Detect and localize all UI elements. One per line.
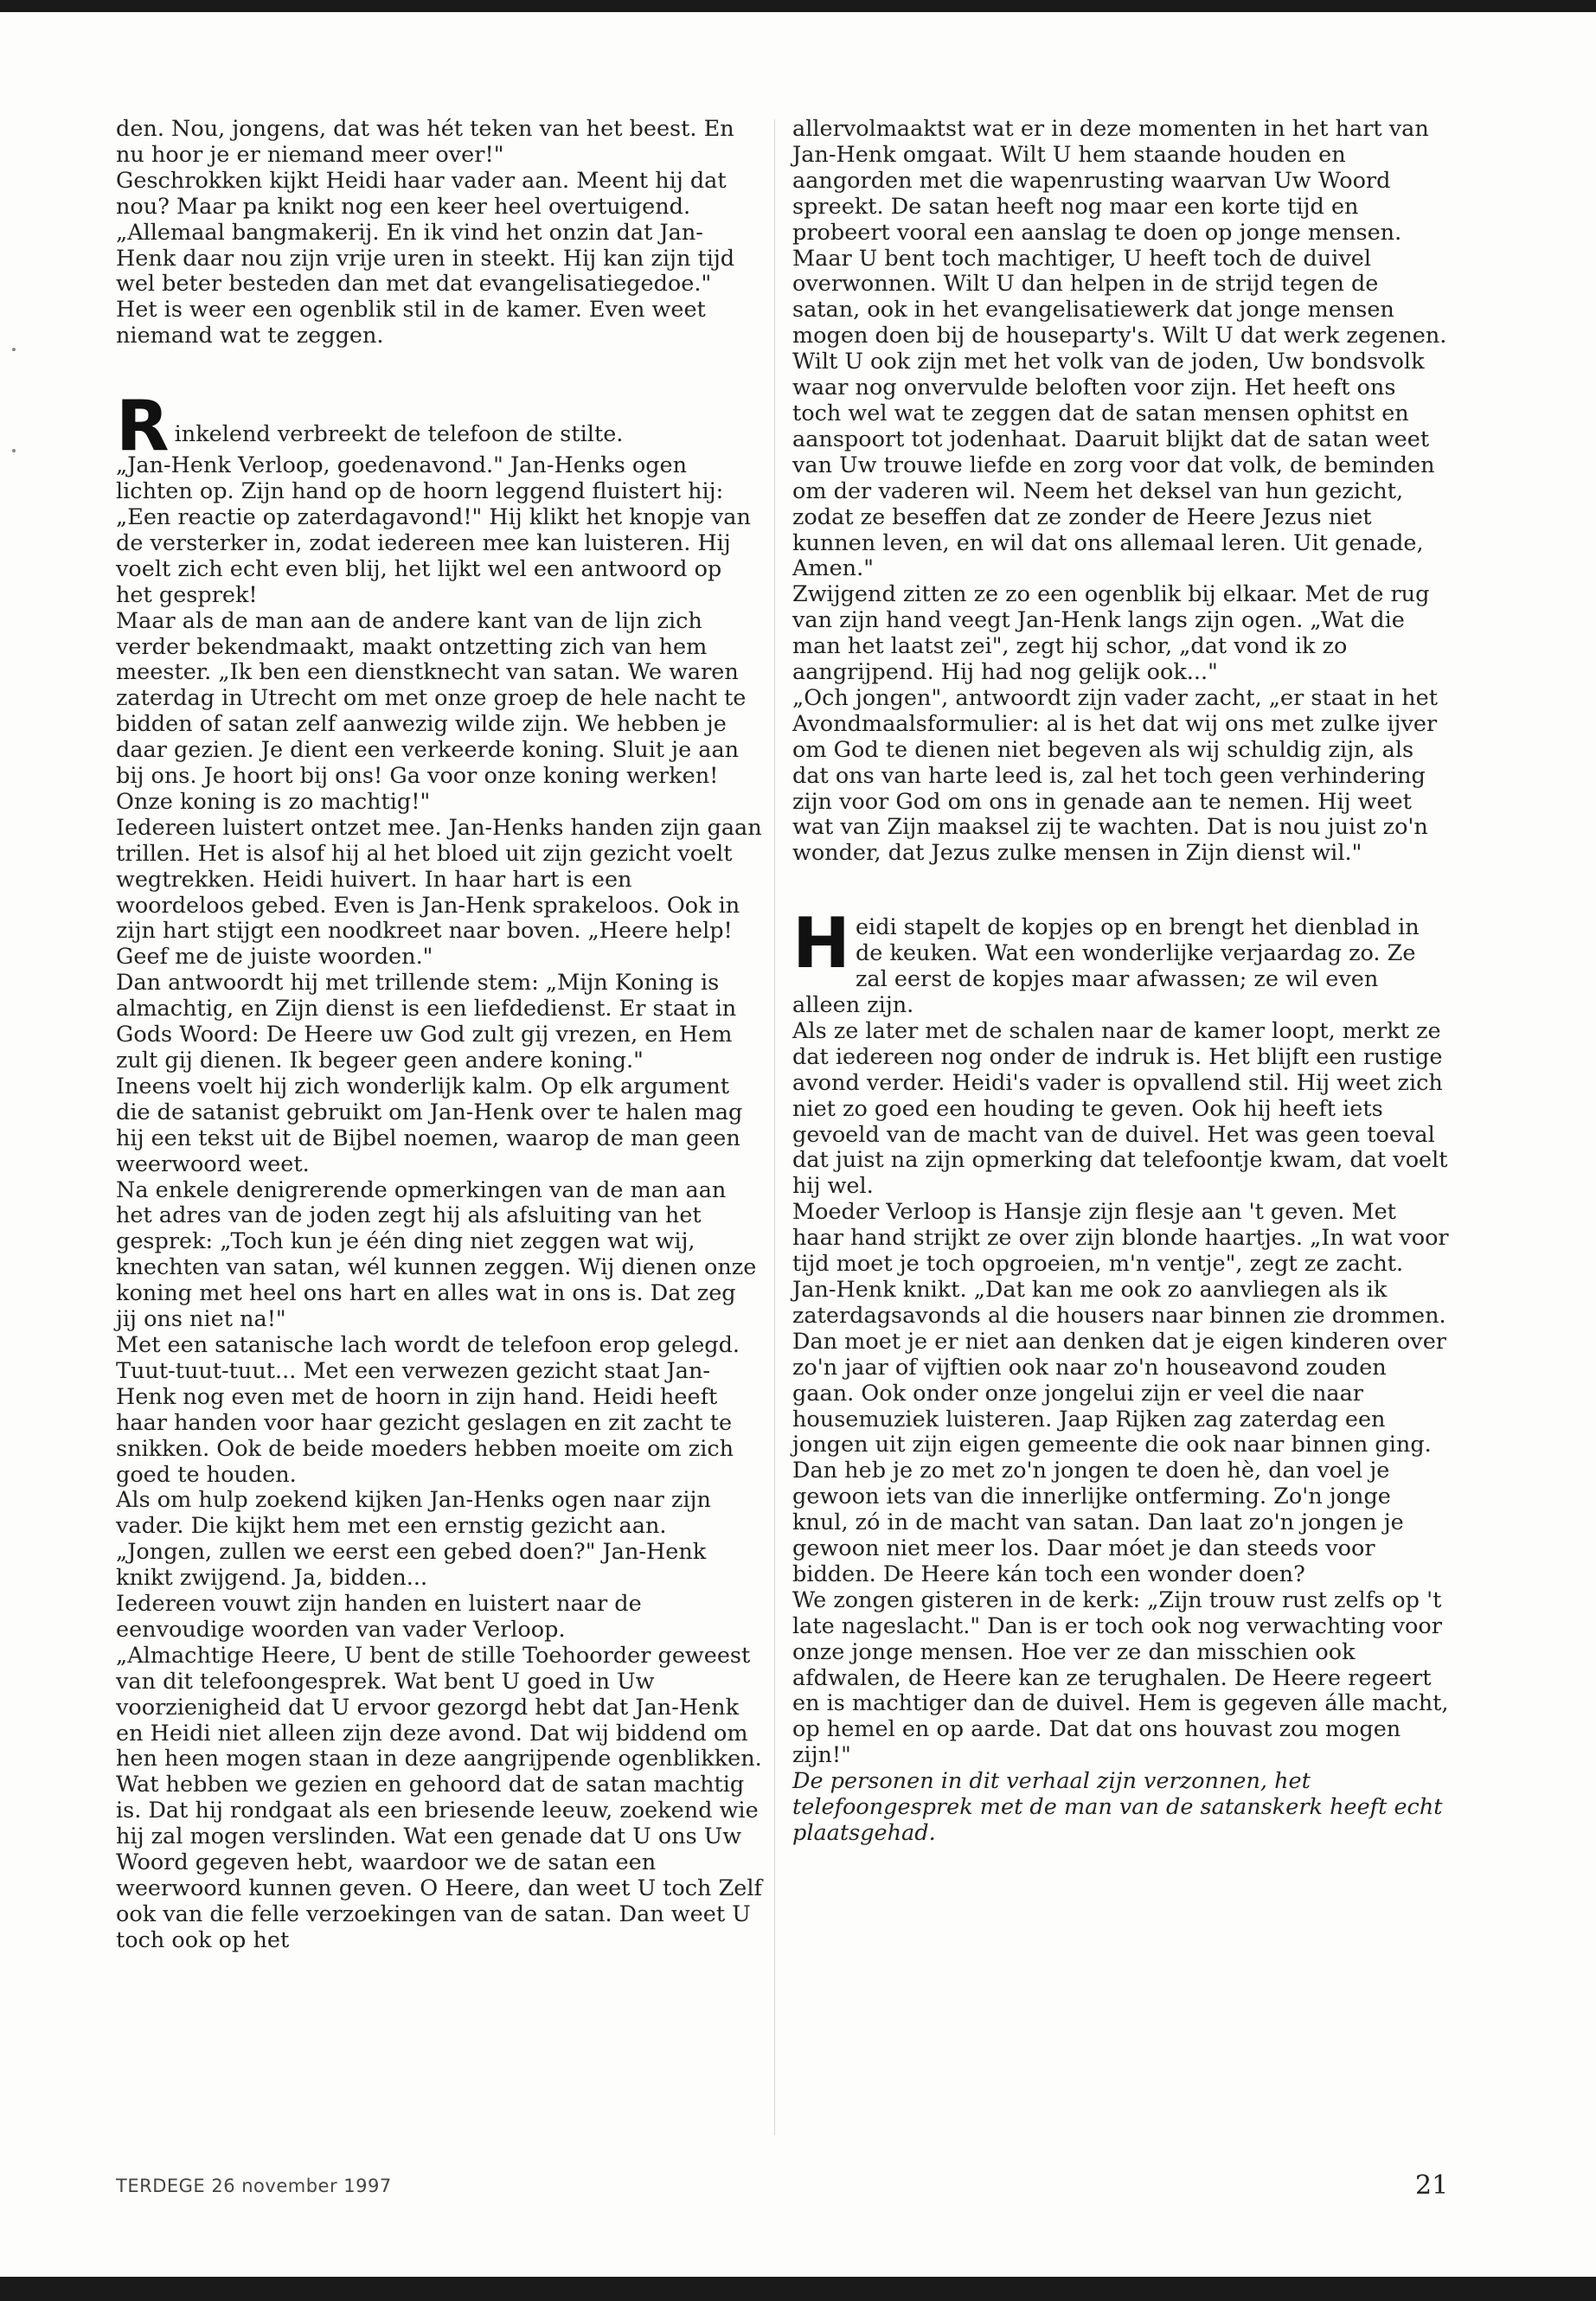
right-column: [792, 117, 1450, 1847]
section-first-paragraph: [116, 386, 762, 467]
right-intro: [792, 117, 1450, 867]
left-intro: [116, 117, 762, 349]
paragraph: Het is weer een ogenblik stil in de kamer. Even weet niemand wat te zeggen.: [116, 297, 706, 349]
paragraph: Dan antwoordt hij met trillende stem: „Mijn Koning is almachtig, en Zijn dienst is een liefdedienst. Er staat in Gods Woord: De Heere uw God zult gij vrezen, en Hem zult gij dienen. Ik begeer geen andere koning.": [116, 970, 737, 1074]
paragraph: Wilt U ook zijn met het volk van de joden, Uw bondsvolk waar nog onvervulde beloften voor zijn. Het heeft ons toch wel wat te zeggen dat de satan mensen ophitst en aanspoort tot jodenhaat. Daaruit blijkt dat de satan weet van Uw trouwe liefde en zorg voor dat volk, de beminden om der vaderen wil. Neem het deksel van hun gezicht, zodat ze beseffen dat ze zonder de Heere Jezus niet kunnen leven, en wil dat ons allemaal leren. Uit genade, Amen.": [792, 349, 1435, 582]
section-heidi: [792, 903, 1450, 1769]
paragraph: Zwijgend zitten ze zo een ogenblik bij elkaar. Met de rug van zijn hand veegt Jan-Henk langs zijn ogen. „Wat die man het laatst zei", zegt hij schor, „dat vond ik zo aangrijpend. Hij had nog gelijk ook...": [792, 581, 1430, 686]
paragraph: Geschrokken kijkt Heidi haar vader aan. Meent hij dat nou? Maar pa knikt nog een keer heel overtuigend. „Allemaal bangmakerij. En ik vind het onzin dat Jan-Henk daar nou zijn vrije uren in steekt. Hij kan zijn tijd wel beter besteden dan met dat evangelisatiegedoe.": [116, 167, 735, 298]
publication-footer: TERDEGE 26 november 1997: [116, 2176, 392, 2196]
left-column: [116, 117, 762, 1954]
paragraph: Met een satanische lach wordt de telefoon erop gelegd. Tuut-tuut-tuut... Met een verwezen gezicht staat Jan-Henk nog even met de hoorn in zijn hand. Heidi heeft haar handen voor haar gezicht geslagen en zit zacht te snikken. Ook de beide moeders hebben moeite om zich goed te houden.: [116, 1331, 740, 1488]
margin-mark: [12, 449, 16, 452]
column-divider: [774, 119, 775, 2135]
paragraph: Na enkele denigrerende opmerkingen van de man aan het adres van de joden zegt hij als afsluiting van het gesprek: „Toch kun je één ding niet zeggen wat wij, knechten van satan, wél kunnen zeggen. Wij dienen onze koning met heel ons hart en alles wat in ons is. Dat zeg jij ons niet na!": [116, 1176, 757, 1333]
paragraph: Iedereen vouwt zijn handen en luistert naar de eenvoudige woorden van vader Verloop.: [116, 1591, 642, 1643]
paragraph: Iedereen luistert ontzet mee. Jan-Henks handen zijn gaan trillen. Het is alsof hij al het bloed uit zijn gezicht voelt wegtrekken. Heidi huivert. In haar hart is een woordeloos gebed. Even is Jan-Henk sprakeloos. Ook in zijn hart stijgt een noodkreet naar boven. „Heere help! Geef me de juiste woorden.": [116, 814, 762, 971]
top-scan-border: [0, 0, 1596, 12]
page-number: 21: [1415, 2170, 1449, 2201]
section-ringing: [116, 386, 762, 1954]
paragraph: allervolmaaktst wat er in deze momenten in het hart van Jan-Henk omgaat. Wilt U hem staande houden en aangorden met die wapenrusting waarvan Uw Woord spreekt. De satan heeft nog maar een korte tijd en probeert vooral een aanslag te doen op jonge mensen. Maar U bent toch machtiger, U heeft toch de duivel overwonnen. Wilt U dan helpen in de strijd tegen de satan, ook in het evangelisatiewerk dat jonge mensen mogen doen bij de houseparty's. Wilt U dat werk zegenen.: [792, 116, 1447, 349]
margin-mark: [12, 348, 16, 351]
drop-cap: H: [792, 903, 850, 984]
paragraph: „Och jongen", antwoordt zijn vader zacht, „er staat in het Avondmaalsformulier: al is het dat wij ons met zulke ijver om God te dienen niet begeven als wij schuldig zijn, als dat ons van harte leed is, zal het toch geen verhindering zijn voor God om ons in genade aan te nemen. Hij weet wat van Zijn maaksel zij te wachten. Dat is nou juist zo'n wonder, dat Jezus zulke mensen in Zijn dienst wil.": [792, 684, 1438, 867]
first-line: inkelend verbreekt de telefoon de stilte.: [174, 421, 624, 448]
closing-note: De personen in dit verhaal zijn verzonnen, het telefoongesprek met de man van de satanskerk heeft echt plaatsgehad.: [792, 1768, 1443, 1846]
drop-cap: R: [116, 386, 170, 467]
paragraph: „Almachtige Heere, U bent de stille Toehoorder geweest van dit telefoongesprek. Wat bent U goed in Uw voorzienigheid dat U ervoor gezorgd hebt dat Jan-Henk en Heidi niet alleen zijn deze avond. Dat wij biddend om hen heen mogen staan in deze aangrijpende ogenblikken. Wat hebben we gezien en gehoord dat de satan machtig is. Dat hij rondgaat als een briesende leeuw, zoekend wie hij zal mogen verslinden. Wat een genade dat U ons Uw Woord gegeven hebt, waardoor we de satan een weerwoord kunnen geven. O Heere, dan weet U toch Zelf ook van die felle verzoekingen van de satan. Dan weet U toch ook op het: [116, 1642, 762, 1953]
paragraph: Ineens voelt hij zich wonderlijk kalm. Op elk argument die de satanist gebruikt om Jan-Henk over te halen mag hij een tekst uit de Bijbel noemen, waarop de man geen weerwoord weet.: [116, 1073, 743, 1177]
paragraph: Maar als de man aan de andere kant van de lijn zich verder bekendmaakt, maakt ontzetting zich van hem meester. „Ik ben een dienstknecht van satan. We waren zaterdag in Utrecht om met onze groep de hele nacht te bidden of satan zelf aanwezig wilde zijn. We hebben je daar gezien. Je dient een verkeerde koning. Sluit je aan bij ons. Je hoort bij ons! Ga voor onze koning werken! Onze koning is zo machtig!": [116, 607, 747, 815]
first-line: eidi stapelt de kopjes op en brengt het dienblad in de keuken. Wat een wonderlijke verjaardag zo. Ze zal eerst de kopjes maar afwassen; ze wil even alleen zijn.: [792, 914, 1420, 1018]
paragraph: den. Nou, jongens, dat was hét teken van het beest. En nu hoor je er niemand meer over!": [116, 116, 734, 168]
paragraph: We zongen gisteren in de kerk: „Zijn trouw rust zelfs op 't late nageslacht." Dan is er toch ook nog verwachting voor onze jonge mensen. Hoe ver ze dan misschien ook afdwalen, de Heere kan ze terughalen. De Heere regeert en is machtiger dan de duivel. Hem is gegeven álle macht, op hemel en op aarde. Dat dat ons houvast zou mogen zijn!": [792, 1586, 1449, 1769]
bottom-scan-border: [0, 2277, 1596, 2301]
paragraph: „Jan-Henk Verloop, goedenavond." Jan-Henks ogen lichten op. Zijn hand op de hoorn leggend fluistert hij: „Een reactie op zaterdagavond!" Hij klikt het knopje van de versterker in, zodat iedereen mee kan luisteren. Hij voelt zich echt even blij, het lijkt wel een antwoord op het gesprek!: [116, 452, 751, 608]
paragraph: Moeder Verloop is Hansje zijn flesje aan 't geven. Met haar hand strijkt ze over zijn blonde haartjes. „In wat voor tijd moet je toch opgroeien, m'n ventje", zegt ze zacht. Jan-Henk knikt. „Dat kan me ook zo aanvliegen als ik zaterdagsavonds al die housers naar binnen zie drommen. Dan moet je er niet aan denken dat je eigen kinderen over zo'n jaar of vijftien ook naar zo'n houseavond zouden gaan. Ook onder onze jongelui zijn er veel die naar housemuziek luisteren. Jaap Rijken zag zaterdag een jongen uit zijn eigen gemeente die ook naar binnen ging. Dan heb je zo met zo'n jongen te doen hè, dan voel je gewoon iets van die innerlijke ontferming. Zo'n jonge knul, zó in de macht van satan. Dan laat zo'n jongen je gewoon niet meer los. Daar móet je dan steeds voor bidden. De Heere kán toch een wonder doen?: [792, 1199, 1449, 1587]
paragraph: Als om hulp zoekend kijken Jan-Henks ogen naar zijn vader. Die kijkt hem met een ernstig gezicht aan. „Jongen, zullen we eerst een gebed doen?" Jan-Henk knikt zwijgend. Ja, bidden...: [116, 1487, 711, 1592]
paragraph: Als ze later met de schalen naar de kamer loopt, merkt ze dat iedereen nog onder de indruk is. Het blijft een rustige avond verder. Heidi's vader is opvallend stil. Hij weet zich niet zo goed een houding te geven. Ook hij heeft iets gevoeld van de macht van de duivel. Het was geen toeval dat juist na zijn opmerking dat telefoontje kwam, dat voelt hij wel.: [792, 1017, 1448, 1200]
section-first-paragraph: [792, 903, 1450, 1019]
